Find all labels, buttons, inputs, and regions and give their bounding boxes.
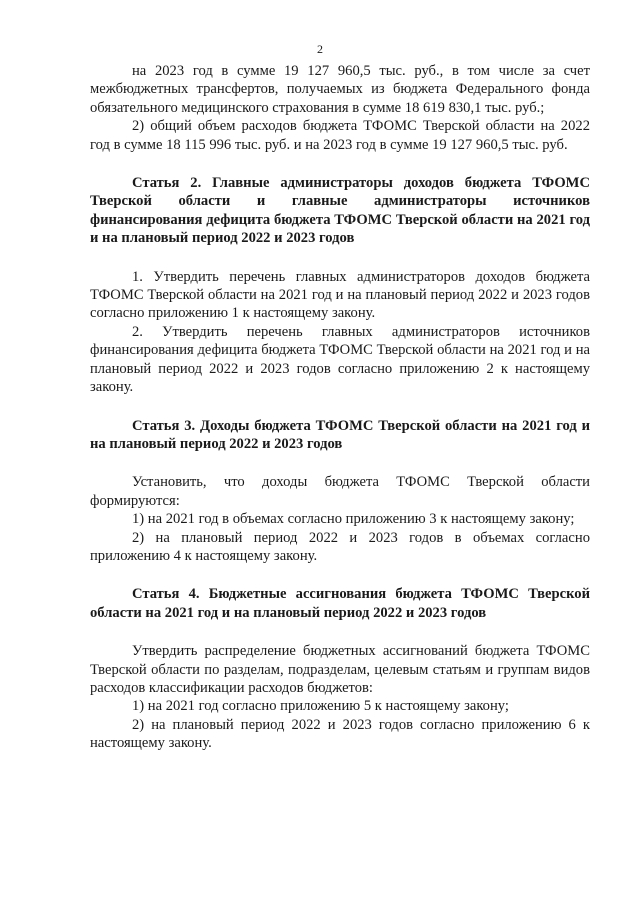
intro-paragraph: на 2023 год в сумме 19 127 960,5 тыс. руб., в том числе за счет межбюджетных трансфертов, получаемых из бюджета Федерального фонда обязательного медицинского страхования в сумме 18 619 830,1 тыс. руб.; (90, 63, 590, 116)
article-2-heading: Статья 2. Главные администраторы доходов бюджета ТФОМС Тверской области и главные администраторы источников финансирования дефицита бюджета ТФОМС Тверской области на 2021 год и на плановый период 2022 и 2023 годов (90, 175, 590, 247)
article-3-heading: Статья 3. Доходы бюджета ТФОМС Тверской области на 2021 год и на плановый период 2022 и 2023 годов (90, 417, 590, 452)
article-3-paragraph: 1) на 2021 год в объемах согласно приложению 3 к настоящему закону; (132, 511, 575, 528)
article-3-paragraph: 2) на плановый период 2022 и 2023 годов в объемах согласно приложению 4 к настоящему закону. (90, 529, 590, 564)
article-2-paragraph: 1. Утвердить перечень главных администраторов доходов бюджета ТФОМС Тверской области на 2021 год и на плановый период 2022 и 2023 годов согласно приложению 1 к настоящему закону. (90, 268, 590, 322)
article-4-paragraph: 1) на 2021 год согласно приложению 5 к настоящему закону; (132, 698, 509, 715)
article-2-paragraph: 2. Утвердить перечень главных администраторов источников финансирования дефицита бюджета ТФОМС Тверской области на 2021 год и на плановый период 2022 и 2023 годов согласно приложению 2 к настоящему закону. (90, 323, 590, 396)
intro-paragraph: 2) общий объем расходов бюджета ТФОМС Тверской области на 2022 год в сумме 18 115 996 тыс. руб. и на 2023 год в сумме 19 127 960,5 тыс. руб. (90, 118, 590, 153)
document-body (90, 62, 590, 753)
article-4-paragraph: Утвердить распределение бюджетных ассигнований бюджета ТФОМС Тверской области по разделам, подразделам, целевым статьям и группам видов расходов классификации расходов бюджетов: (90, 643, 590, 696)
page-number: 2 (317, 42, 323, 56)
article-3-paragraph: Установить, что доходы бюджета ТФОМС Тверской области формируются: (90, 474, 590, 509)
article-4-heading: Статья 4. Бюджетные ассигнования бюджета ТФОМС Тверской области на 2021 год и на плановый период 2022 и 2023 годов (90, 586, 590, 621)
article-4-paragraph: 2) на плановый период 2022 и 2023 годов согласно приложению 6 к настоящему закону. (90, 716, 590, 752)
